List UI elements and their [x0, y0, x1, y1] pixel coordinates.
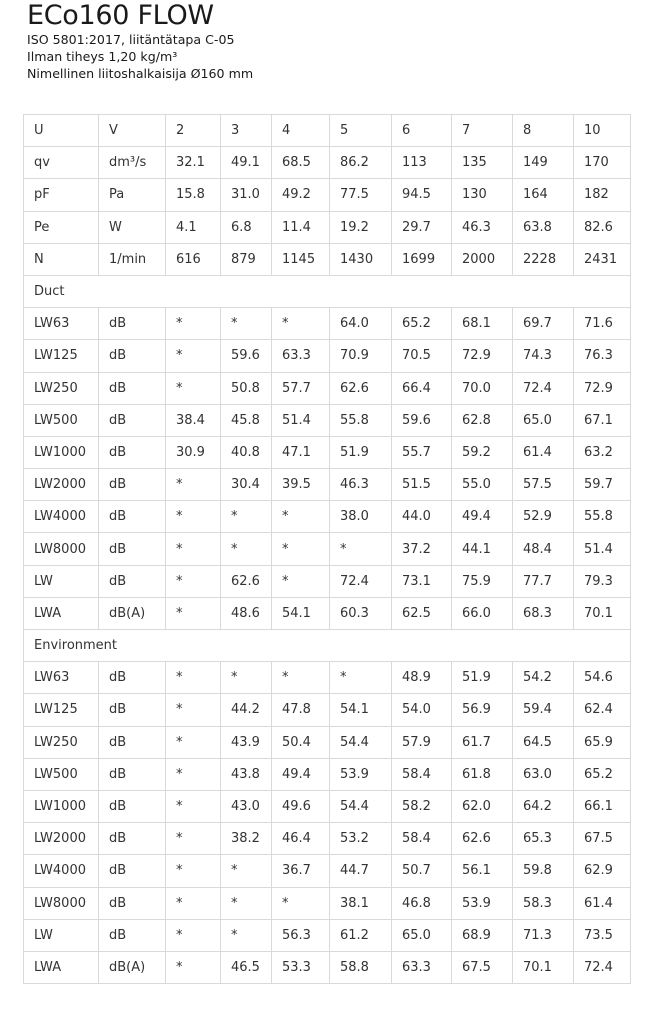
value-cell: 62.0: [452, 790, 513, 822]
value-cell: 30.4: [221, 469, 272, 501]
table-row: [24, 823, 631, 855]
value-cell: 49.4: [272, 758, 330, 790]
value-cell: *: [272, 501, 330, 533]
value-cell: 66.0: [452, 597, 513, 629]
value-cell: *: [166, 597, 221, 629]
value-cell: 82.6: [574, 211, 631, 243]
row-label: LW: [24, 919, 99, 951]
unit-cell: W: [99, 211, 166, 243]
value-cell: 65.2: [392, 308, 452, 340]
table-row: [24, 565, 631, 597]
value-cell: 58.3: [513, 887, 574, 919]
value-cell: 55.8: [330, 404, 392, 436]
unit-cell: dB: [99, 790, 166, 822]
value-cell: 48.6: [221, 597, 272, 629]
value-cell: 47.1: [272, 436, 330, 468]
table-row: [24, 115, 631, 147]
value-cell: 71.6: [574, 308, 631, 340]
value-cell: 62.4: [574, 694, 631, 726]
value-cell: 38.1: [330, 887, 392, 919]
value-cell: *: [166, 565, 221, 597]
value-cell: 59.8: [513, 855, 574, 887]
value-cell: 70.5: [392, 340, 452, 372]
value-cell: 50.8: [221, 372, 272, 404]
value-cell: *: [272, 887, 330, 919]
value-cell: *: [166, 887, 221, 919]
value-cell: 68.5: [272, 147, 330, 179]
value-cell: 94.5: [392, 179, 452, 211]
value-cell: 54.4: [330, 726, 392, 758]
value-cell: 54.6: [574, 662, 631, 694]
value-cell: 51.9: [452, 662, 513, 694]
value-cell: *: [166, 308, 221, 340]
value-cell: 67.5: [452, 951, 513, 983]
value-cell: 170: [574, 147, 631, 179]
value-cell: 113: [392, 147, 452, 179]
value-cell: *: [221, 533, 272, 565]
value-cell: 61.4: [574, 887, 631, 919]
value-cell: *: [166, 694, 221, 726]
value-cell: 44.1: [452, 533, 513, 565]
value-cell: 43.0: [221, 790, 272, 822]
value-cell: *: [166, 726, 221, 758]
value-cell: 64.2: [513, 790, 574, 822]
value-cell: 51.4: [272, 404, 330, 436]
value-cell: 53.2: [330, 823, 392, 855]
value-cell: 65.9: [574, 726, 631, 758]
table-row: [24, 147, 631, 179]
unit-cell: dm³/s: [99, 147, 166, 179]
table-row: [24, 951, 631, 983]
value-cell: 52.9: [513, 501, 574, 533]
table-row: [24, 404, 631, 436]
value-cell: 61.8: [452, 758, 513, 790]
unit-cell: dB: [99, 919, 166, 951]
value-cell: *: [221, 855, 272, 887]
value-cell: 3: [221, 115, 272, 147]
value-cell: 2228: [513, 243, 574, 275]
value-cell: 71.3: [513, 919, 574, 951]
spec-line-air-density: Ilman tiheys 1,20 kg/m³: [27, 49, 178, 64]
value-cell: 2431: [574, 243, 631, 275]
value-cell: 54.4: [330, 790, 392, 822]
row-label: LW500: [24, 404, 99, 436]
value-cell: 38.0: [330, 501, 392, 533]
table-row: [24, 726, 631, 758]
value-cell: 55.8: [574, 501, 631, 533]
value-cell: 135: [452, 147, 513, 179]
value-cell: 68.9: [452, 919, 513, 951]
unit-cell: dB: [99, 694, 166, 726]
value-cell: 38.2: [221, 823, 272, 855]
value-cell: *: [166, 340, 221, 372]
value-cell: 37.2: [392, 533, 452, 565]
page-title: ECo160 FLOW: [27, 0, 214, 31]
value-cell: 4: [272, 115, 330, 147]
unit-cell: dB: [99, 726, 166, 758]
table-row: [24, 597, 631, 629]
table-row: [24, 790, 631, 822]
row-label: LW125: [24, 340, 99, 372]
value-cell: 1699: [392, 243, 452, 275]
value-cell: *: [221, 887, 272, 919]
row-label: N: [24, 243, 99, 275]
value-cell: 65.3: [513, 823, 574, 855]
value-cell: 72.4: [574, 951, 631, 983]
value-cell: 59.6: [392, 404, 452, 436]
value-cell: 72.9: [574, 372, 631, 404]
value-cell: 86.2: [330, 147, 392, 179]
value-cell: *: [166, 469, 221, 501]
value-cell: 46.5: [221, 951, 272, 983]
value-cell: *: [221, 662, 272, 694]
value-cell: 59.7: [574, 469, 631, 501]
value-cell: 70.1: [574, 597, 631, 629]
value-cell: 6: [392, 115, 452, 147]
unit-cell: dB: [99, 887, 166, 919]
value-cell: 57.5: [513, 469, 574, 501]
value-cell: 1145: [272, 243, 330, 275]
row-label: LW4000: [24, 501, 99, 533]
value-cell: 66.4: [392, 372, 452, 404]
value-cell: 75.9: [452, 565, 513, 597]
value-cell: 50.7: [392, 855, 452, 887]
table-row: [24, 308, 631, 340]
value-cell: *: [166, 790, 221, 822]
value-cell: 49.2: [272, 179, 330, 211]
value-cell: *: [272, 308, 330, 340]
value-cell: 61.4: [513, 436, 574, 468]
value-cell: *: [166, 501, 221, 533]
value-cell: 67.5: [574, 823, 631, 855]
unit-cell: dB: [99, 372, 166, 404]
row-label: LW250: [24, 372, 99, 404]
value-cell: 62.6: [221, 565, 272, 597]
unit-cell: dB: [99, 855, 166, 887]
unit-cell: dB: [99, 823, 166, 855]
row-label: LW63: [24, 662, 99, 694]
row-label: LW2000: [24, 823, 99, 855]
row-label: LW8000: [24, 533, 99, 565]
document-header: [27, 0, 253, 82]
unit-cell: dB: [99, 308, 166, 340]
value-cell: 65.0: [392, 919, 452, 951]
unit-cell: dB: [99, 340, 166, 372]
section-row: [24, 630, 631, 662]
value-cell: 54.2: [513, 662, 574, 694]
value-cell: 48.9: [392, 662, 452, 694]
value-cell: 64.0: [330, 308, 392, 340]
unit-cell: dB(A): [99, 951, 166, 983]
value-cell: *: [166, 758, 221, 790]
unit-cell: dB: [99, 758, 166, 790]
value-cell: 77.7: [513, 565, 574, 597]
value-cell: 44.2: [221, 694, 272, 726]
row-label: Pe: [24, 211, 99, 243]
value-cell: 62.6: [452, 823, 513, 855]
value-cell: *: [272, 533, 330, 565]
value-cell: *: [166, 855, 221, 887]
value-cell: 50.4: [272, 726, 330, 758]
value-cell: 43.8: [221, 758, 272, 790]
value-cell: 15.8: [166, 179, 221, 211]
value-cell: 62.5: [392, 597, 452, 629]
row-label: LW1000: [24, 790, 99, 822]
value-cell: 63.3: [392, 951, 452, 983]
row-label: qv: [24, 147, 99, 179]
value-cell: *: [330, 533, 392, 565]
value-cell: 58.4: [392, 823, 452, 855]
row-label: LW8000: [24, 887, 99, 919]
unit-cell: 1/min: [99, 243, 166, 275]
unit-cell: dB: [99, 501, 166, 533]
value-cell: 182: [574, 179, 631, 211]
value-cell: 70.1: [513, 951, 574, 983]
table-row: [24, 469, 631, 501]
value-cell: 40.8: [221, 436, 272, 468]
value-cell: 7: [452, 115, 513, 147]
value-cell: *: [221, 919, 272, 951]
unit-cell: dB: [99, 565, 166, 597]
row-label: pF: [24, 179, 99, 211]
value-cell: 38.4: [166, 404, 221, 436]
table-row: [24, 662, 631, 694]
value-cell: 68.3: [513, 597, 574, 629]
table-row: [24, 919, 631, 951]
value-cell: 72.4: [513, 372, 574, 404]
value-cell: 58.4: [392, 758, 452, 790]
value-cell: 59.4: [513, 694, 574, 726]
value-cell: 46.3: [452, 211, 513, 243]
value-cell: 60.3: [330, 597, 392, 629]
table-row: [24, 758, 631, 790]
row-label: LW2000: [24, 469, 99, 501]
value-cell: 4.1: [166, 211, 221, 243]
value-cell: 65.0: [513, 404, 574, 436]
value-cell: 54.0: [392, 694, 452, 726]
value-cell: 49.1: [221, 147, 272, 179]
value-cell: 51.4: [574, 533, 631, 565]
unit-cell: Pa: [99, 179, 166, 211]
value-cell: 10: [574, 115, 631, 147]
value-cell: 79.3: [574, 565, 631, 597]
table-row: [24, 179, 631, 211]
row-label: LW250: [24, 726, 99, 758]
value-cell: 53.9: [452, 887, 513, 919]
row-label: LW125: [24, 694, 99, 726]
value-cell: 53.9: [330, 758, 392, 790]
value-cell: 130: [452, 179, 513, 211]
value-cell: 48.4: [513, 533, 574, 565]
value-cell: 63.0: [513, 758, 574, 790]
row-label: LWA: [24, 951, 99, 983]
spec-line-diameter: Nimellinen liitoshalkaisija Ø160 mm: [27, 66, 254, 81]
value-cell: 616: [166, 243, 221, 275]
value-cell: 72.9: [452, 340, 513, 372]
value-cell: 164: [513, 179, 574, 211]
value-cell: 70.9: [330, 340, 392, 372]
table-row: [24, 243, 631, 275]
value-cell: 44.0: [392, 501, 452, 533]
row-label: LW: [24, 565, 99, 597]
value-cell: 77.5: [330, 179, 392, 211]
row-label: LW4000: [24, 855, 99, 887]
value-cell: 58.2: [392, 790, 452, 822]
value-cell: 65.2: [574, 758, 631, 790]
value-cell: *: [330, 662, 392, 694]
unit-cell: dB: [99, 436, 166, 468]
value-cell: 63.2: [574, 436, 631, 468]
table-row: [24, 887, 631, 919]
value-cell: 64.5: [513, 726, 574, 758]
value-cell: 62.9: [574, 855, 631, 887]
section-row: [24, 275, 631, 307]
value-cell: 49.4: [452, 501, 513, 533]
table-row: [24, 533, 631, 565]
unit-cell: dB: [99, 662, 166, 694]
table-row: [24, 436, 631, 468]
unit-cell: dB: [99, 533, 166, 565]
value-cell: 57.9: [392, 726, 452, 758]
value-cell: 56.9: [452, 694, 513, 726]
value-cell: 73.1: [392, 565, 452, 597]
value-cell: *: [221, 501, 272, 533]
value-cell: 68.1: [452, 308, 513, 340]
value-cell: 63.3: [272, 340, 330, 372]
value-cell: 43.9: [221, 726, 272, 758]
section-heading: Duct: [24, 275, 631, 307]
unit-cell: dB: [99, 404, 166, 436]
value-cell: 63.8: [513, 211, 574, 243]
value-cell: 30.9: [166, 436, 221, 468]
row-label: LW500: [24, 758, 99, 790]
value-cell: 879: [221, 243, 272, 275]
value-cell: *: [166, 662, 221, 694]
value-cell: 53.3: [272, 951, 330, 983]
value-cell: *: [166, 372, 221, 404]
row-label: LWA: [24, 597, 99, 629]
value-cell: 8: [513, 115, 574, 147]
value-cell: 51.9: [330, 436, 392, 468]
table-row: [24, 501, 631, 533]
value-cell: 19.2: [330, 211, 392, 243]
value-cell: 39.5: [272, 469, 330, 501]
spec-line-standard: ISO 5801:2017, liitäntätapa C-05: [27, 32, 235, 47]
unit-cell: dB(A): [99, 597, 166, 629]
value-cell: 73.5: [574, 919, 631, 951]
value-cell: 2: [166, 115, 221, 147]
value-cell: 54.1: [272, 597, 330, 629]
value-cell: 47.8: [272, 694, 330, 726]
value-cell: 5: [330, 115, 392, 147]
value-cell: 67.1: [574, 404, 631, 436]
value-cell: *: [272, 662, 330, 694]
value-cell: 56.1: [452, 855, 513, 887]
unit-cell: dB: [99, 469, 166, 501]
value-cell: *: [166, 919, 221, 951]
value-cell: 31.0: [221, 179, 272, 211]
value-cell: 66.1: [574, 790, 631, 822]
value-cell: 46.8: [392, 887, 452, 919]
value-cell: 54.1: [330, 694, 392, 726]
value-cell: 45.8: [221, 404, 272, 436]
value-cell: *: [166, 951, 221, 983]
table-row: [24, 855, 631, 887]
value-cell: 44.7: [330, 855, 392, 887]
value-cell: 46.4: [272, 823, 330, 855]
value-cell: 51.5: [392, 469, 452, 501]
value-cell: 58.8: [330, 951, 392, 983]
value-cell: 61.2: [330, 919, 392, 951]
value-cell: 46.3: [330, 469, 392, 501]
value-cell: *: [166, 533, 221, 565]
value-cell: 55.7: [392, 436, 452, 468]
value-cell: 69.7: [513, 308, 574, 340]
performance-table: [23, 114, 631, 984]
value-cell: 11.4: [272, 211, 330, 243]
value-cell: 36.7: [272, 855, 330, 887]
value-cell: 49.6: [272, 790, 330, 822]
value-cell: 2000: [452, 243, 513, 275]
value-cell: 59.6: [221, 340, 272, 372]
table-row: [24, 340, 631, 372]
table-row: [24, 694, 631, 726]
value-cell: 1430: [330, 243, 392, 275]
unit-cell: V: [99, 115, 166, 147]
value-cell: 32.1: [166, 147, 221, 179]
section-heading: Environment: [24, 630, 631, 662]
value-cell: 74.3: [513, 340, 574, 372]
value-cell: 6.8: [221, 211, 272, 243]
table-row: [24, 211, 631, 243]
value-cell: *: [272, 565, 330, 597]
table-row: [24, 372, 631, 404]
value-cell: 55.0: [452, 469, 513, 501]
value-cell: 29.7: [392, 211, 452, 243]
value-cell: *: [221, 308, 272, 340]
value-cell: 62.8: [452, 404, 513, 436]
value-cell: 59.2: [452, 436, 513, 468]
value-cell: 70.0: [452, 372, 513, 404]
value-cell: 72.4: [330, 565, 392, 597]
table-body: [24, 115, 631, 984]
value-cell: 56.3: [272, 919, 330, 951]
value-cell: *: [166, 823, 221, 855]
value-cell: 61.7: [452, 726, 513, 758]
value-cell: 76.3: [574, 340, 631, 372]
value-cell: 149: [513, 147, 574, 179]
value-cell: 57.7: [272, 372, 330, 404]
row-label: LW63: [24, 308, 99, 340]
row-label: U: [24, 115, 99, 147]
value-cell: 62.6: [330, 372, 392, 404]
row-label: LW1000: [24, 436, 99, 468]
